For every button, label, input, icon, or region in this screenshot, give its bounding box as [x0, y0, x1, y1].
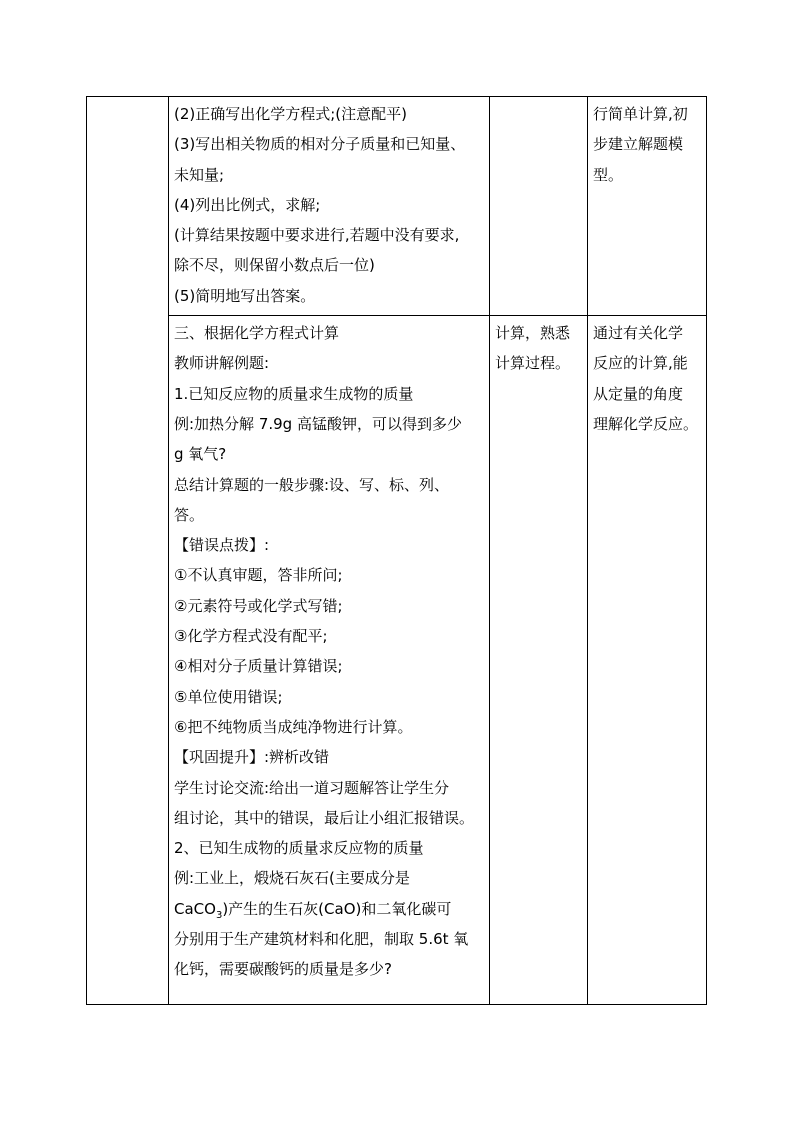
text-line: 学生讨论交流:给出一道习题解答让学生分 — [174, 778, 450, 797]
text-line: (2)正确写出化学方程式;(注意配平) — [174, 105, 408, 123]
text-line: 除不尽，则保留小数点后一位) — [174, 256, 375, 275]
text-line: (5)简明地写出答案。 — [174, 286, 316, 305]
text-line: (4)列出比例式，求解; — [174, 195, 321, 214]
text-line: 组讨论，其中的错误，最后让小组汇报错误。 — [174, 808, 475, 827]
student-activity-cell — [490, 316, 588, 1005]
text-line: 【错误点拨】: — [174, 536, 270, 555]
student-activity-text — [490, 97, 587, 103]
design-intent-text — [588, 316, 706, 443]
design-intent-cell — [588, 316, 707, 1005]
text-line: ②元素符号或化学式写错; — [174, 596, 343, 615]
text-line: (3)写出相关物质的相对分子质量和已知量、 — [174, 135, 466, 154]
design-intent-cell — [588, 97, 707, 316]
text-line: ⑤单位使用错误; — [174, 687, 283, 706]
text-line: g 氧气? — [174, 445, 227, 464]
text-line: 计算过程。 — [495, 354, 571, 373]
text-line: 例:加热分解 7.9g 高锰酸钾，可以得到多少 — [174, 414, 462, 433]
content-text — [169, 97, 489, 315]
text-line: 通过有关化学 — [593, 324, 684, 343]
text-line: ⑥把不纯物质当成纯净物进行计算。 — [174, 717, 413, 736]
text-line: 分别用于生产建筑材料和化肥，制取 5.6t 氧 — [174, 930, 469, 949]
text-line: 计算，熟悉 — [495, 324, 571, 343]
table-row — [87, 97, 707, 316]
text-line: 理解化学反应。 — [593, 414, 699, 433]
content-cell — [169, 316, 490, 1005]
stage-cell — [87, 97, 169, 1005]
text-line: 行简单计算,初 — [593, 105, 688, 123]
text-line: 三、根据化学方程式计算 — [174, 324, 340, 343]
text-line: 步建立解题模 — [593, 135, 684, 154]
text-line: 教师讲解例题: — [174, 354, 270, 373]
text-line: 1.已知反应物的质量求生成物的质量 — [174, 384, 414, 403]
table-row — [87, 316, 707, 1005]
text-line: 反应的计算,能 — [593, 354, 688, 373]
text-line: 化钙，需要碳酸钙的质量是多少? — [174, 960, 392, 979]
text-line: 从定量的角度 — [593, 384, 684, 403]
text-line: 总结计算题的一般步骤:设、写、标、列、 — [174, 475, 450, 494]
text-line: (计算结果按题中要求进行,若题中没有要求, — [174, 226, 460, 245]
student-activity-text — [490, 316, 587, 383]
design-intent-text — [588, 97, 706, 194]
text-line: 型。 — [593, 165, 624, 184]
text-line: 例:工业上，煅烧石灰石(主要成分是 — [174, 869, 410, 888]
content-text — [169, 316, 489, 989]
content-cell — [169, 97, 490, 316]
text-line: 2、已知生成物的质量求反应物的质量 — [174, 839, 424, 858]
formula-line: CaCO$_3$)产生的生石灰(CaO)和二氧化碳可 — [174, 899, 452, 921]
text-line: ③化学方程式没有配平; — [174, 627, 328, 646]
text-line: ①不认真审题，答非所问; — [174, 566, 343, 585]
text-line: 未知量; — [174, 165, 225, 184]
text-line: 答。 — [174, 505, 205, 524]
text-line: 【巩固提升】:辨析改错 — [174, 748, 330, 767]
lesson-plan-table — [86, 96, 707, 1005]
text-line: ④相对分子质量计算错误; — [174, 657, 343, 676]
student-activity-cell — [490, 97, 588, 316]
